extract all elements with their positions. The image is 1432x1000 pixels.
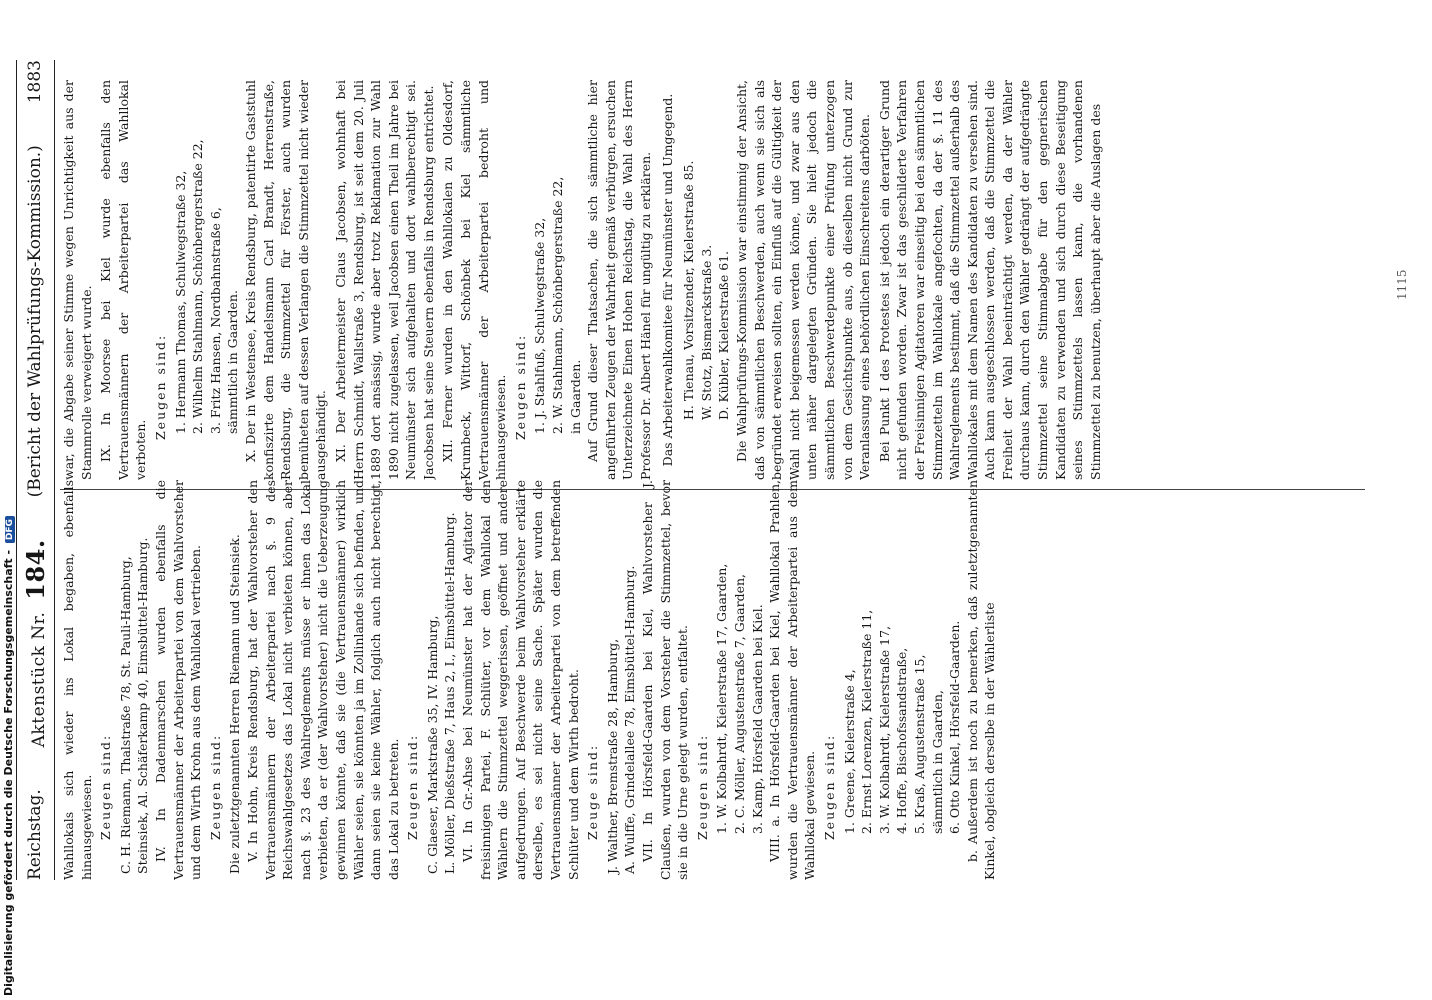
footer-mark: 1115 — [1395, 269, 1409, 300]
paragraph: Bei Punkt I des Protestes ist jedoch ein derartiger Grund nicht gefunden worden. Zwar ist das geschilderte Verfahren der Freisinnigen Agitatoren war einseitig bei den sämmtlichen Stimmzetteln im Wahllokale angefochten, da der §. 11 des Wahlreglements bestimmt, daß die Stimmzettel außerhalb des Wahllokales mit dem Namen des Kandidaten zu versehen sind. Auch kann ausgeschlossen werden, daß die Stimmzettel die Freiheit der Wahl beeinträchtigt werden, da der Wähler durchaus kann, durch den Wähler gedrängt der aufgedrängte Stimmzettel seine Stimmabgabe für den gegnerischen Kandidaten zu verwenden und sich durch diese Beseitigung seines Stimmzettels lassen kann, die vorhandenen Stimmzettel zu benutzen, überhaupt aber die Auslagen des — [876, 80, 1103, 480]
witness-entry: 2. W. Stahlmann, Schönbergerstraße 22, — [550, 176, 566, 434]
paragraph: XI. Der Arbeitermeister Claus Jacobsen, wohnhaft bei Herrn Schmidt, Wallstraße 3, Rendsburg, ist seit dem 20. Juli 1889 dort ansässig, wurde aber trotz Reklamation zur Wahl 1890 nicht zugelassen, weil Jacobsen einen Theil im Jahre bei Neumünster sich aufgehalten und dort wahlberechtigt sei. Jacobsen hat seine Steuern ebenfalls in Rendsburg entrichtet. — [332, 80, 436, 480]
witness-entry: 3. Fritz Hansen, Nordbahnstraße 6, — [207, 207, 223, 434]
witness-entry: C. H. Riemann, Thalstraße 78, St. Pauli-Hamburg, — [117, 556, 133, 874]
witness-entry: L. Möller, Dießstraße 7, Haus 2, I., Eimsbüttel-Hamburg. — [442, 512, 458, 874]
header-middle — [21, 539, 50, 747]
witness-entry: Steinsiek, Al. Schäferkamp 40, Eimsbüttel-Hamburg. — [135, 537, 151, 874]
paragraph: Auf Grund dieser Thatsachen, die sich sämmtliche hier angeführten Zeugen der Wahrheit gemäß verbürgen, ersuchen Unterzeichnete Einen Hohen Reichstag, die Wahl des Herrn Professor Dr. Albert Hänel für ungültig zu erklären. — [585, 80, 653, 480]
header-title: (Bericht der Wahlprüfungs-Kommission.) — [25, 145, 45, 498]
witness-entry: 1. W. Kolbahrdt, Kielerstraße 17, Gaarden, — [714, 563, 730, 834]
witness-entry: sämmtlich in Gaarden. — [225, 290, 241, 434]
witness-label: Zeuge sind: — [585, 743, 601, 840]
paragraph: XII. Ferner wurden in den Wahllokalen zu Oldesdorf, Krumbeck, Wittorf, Schönbek bei Kiel sämmtliche Vertrauensmänner der Arbeiterpartei bedroht und hinausgewiesen. — [440, 80, 509, 480]
paragraph: VI. In Gr.-Ahse bei Neumünster hat der Agitator der freisinnigen Partei, F. Schlüter, vor dem Wahllokal den Wählern die Stimmzettel weggerissen, geöffnet und andere aufgedrungen. Auf Beschwerde beim Wahlvorsteher erklärte derselbe, es sei nicht seine Sache. Später wurden die Vertrauensmänner der Arbeiterpartei von dem betreffenden Schlüter und dem Wirth bedroht. — [460, 480, 581, 880]
right-column — [60, 80, 1365, 480]
witness-label: Zeugen sind: — [98, 733, 114, 840]
witness-entry: J. Walther, Bremstraße 28, Hamburg, — [604, 638, 620, 874]
paragraph: war, die Abgabe seiner Stimme wegen Unrichtigkeit aus der Stammrolle verweigert wurde. — [61, 80, 94, 480]
running-header — [18, 60, 52, 880]
witness-entry: C. Glaeser, Markstraße 35, IV. Hamburg, — [424, 615, 440, 874]
paragraph: Wahllokals sich wieder ins Lokal begaben, ebenfalls hinausgewiesen. — [61, 480, 94, 880]
header-rule — [54, 60, 55, 880]
dfg-logo: DFG — [5, 516, 15, 543]
witness-entry: 5. Kraß, Augustenstraße 15, — [911, 654, 927, 834]
witness-entry: 4. Hoffe, Bischofssandstraße, — [894, 647, 910, 834]
witness-entry: 1. Hermann Thomas, Schulwegstraße 32, — [172, 170, 188, 434]
document-number: 184. — [20, 539, 50, 600]
header-left: Reichstag. — [25, 789, 45, 880]
signature-line: D. Kübler, Kielerstraße 61. — [716, 250, 732, 420]
paragraph: Die Wahlprüfungs-Kommission war einstimmig der Ansicht, daß von sämmtlichen Beschwerden, auch wenn sie sich als begründet erweisen sollten, ein Einfluß auf die Gültigkeit der Wahl nicht beigemessen werden könne, und zwar aus den unten näher dargelegten Gründen. Sie hielt jedoch die sämmtlichen Beschwerdepunkte einer Prüfung unterzogen von dem Gesichtspunkte aus, ob dieselben nicht Grund zur Veranlassung eines behördlichen Einschreitens darböten. — [733, 80, 873, 480]
witness-label: Zeugen sind: — [694, 733, 710, 840]
witness-entry: Die zuletztgenannten Herren Riemann und Steinsiek. — [227, 534, 243, 874]
signature-line: H. Tienau, Vorsitzender, Kielerstraße 85. — [681, 160, 697, 420]
witness-entry: 1. J. Stahlfuß, Schulwegstraße 32, — [532, 217, 548, 434]
paragraph: VII. In Hörsfeld-Gaarden bei Kiel, Wahlvorsteher J. Claußen, wurden von dem Vorsteher die Stimmzettel, bevor sie in die Urne gelegt wurden, entfaltet. — [640, 480, 691, 880]
paragraph: X. Der in Westensee, Kreis Rendsburg, patentirte Gaststuhl konfiszirte dem Handelsmann Carl Brandt, Herrenstraße, Rendsburg, die Stimmzettel für Förster, auch wurden bemüheten auf dessen Verlangen die Stimmzettel nicht wieder ausgehändigt. — [242, 80, 329, 480]
header-middle-prefix: Aktenstück Nr. — [28, 611, 49, 748]
left-column — [60, 480, 1365, 880]
witness-label: Zeugen sind: — [405, 733, 421, 840]
witness-entry: 6. Otto Kinkel, Hörsfeld-Gaarden. — [947, 620, 963, 834]
witness-label: Zeugen sind: — [207, 733, 223, 840]
witness-entry: sämmtlich in Gaarden, — [929, 690, 945, 834]
witness-entry: 1. Greene, Kielerstraße 4, — [841, 669, 857, 834]
paragraph: V. In Hohn, Kreis Rendsburg, hat der Wahlvorsteher den Vertrauensmännern der Arbeiterpartei nach §. 9 des Reichswahlgesetzes das Lokal nicht verbieten können, aber nach §. 23 des Wahlreglements müsse er ihnen das Lokal verbieten, da er (der Wahlvorsteher) nicht die Ueberzeugung gewinnen könnte, daß sie (die Vertrauensmänner) wirklich Wähler seien, sie könnten ja im Zollinlande sich befinden, und dann seien sie keine Wähler, folglich auch nicht berechtigt, das Lokal zu betreten. — [244, 480, 401, 880]
paragraph: IX. In Moorsee bei Kiel wurde ebenfalls den Vertrauensmännern der Arbeiterpartei das Wahllokal verboten. — [98, 80, 149, 480]
witness-label: Zeugen sind: — [152, 333, 168, 440]
witness-entry: in Gaarden. — [567, 359, 583, 434]
witness-entry: 2. Ernst Lorenzen, Kielerstraße 11, — [859, 609, 875, 834]
witness-label: Zeugen sind: — [512, 333, 528, 440]
digitization-note — [2, 516, 15, 996]
signature-line: W. Stotz, Bismarckstraße 3. — [698, 244, 714, 420]
page-number: 1883 — [25, 60, 45, 104]
witness-entry: 2. Wilhelm Stahlmann, Schönbergerstraße 22, — [190, 139, 206, 434]
digitization-text: Digitalisierung gefördert durch die Deutsche Forschungsgemeinschaft - — [2, 549, 15, 996]
committee-line: Das Arbeiterwahlkomitee für Neumünster und Umgegend. — [659, 93, 675, 467]
top-rule — [16, 60, 17, 880]
paragraph: IV. In Dadenmarschen wurden ebenfalls die Vertrauensmänner der Arbeiterpartei von dem Wahlvorsteher und dem Wirth Krohn aus dem Wahllokal vertrieben. — [152, 480, 204, 880]
witness-entry: 3. W. Kolbahrdt, Kielerstraße 17, — [876, 625, 892, 834]
witness-label: Zeugen sind: — [821, 733, 837, 840]
paragraph: b. Außerdem ist noch zu bemerken, daß zuletztgenannten Kinkel, obgleich derselbe in der Wählerliste — [964, 480, 998, 880]
witness-entry: A. Wulffe, Grindelallee 78, Eimsbüttel-Hamburg. — [622, 565, 638, 874]
paragraph: VIII. a. In Hörsfeld-Gaarden bei Kiel, Wahllokal Prahlen, wurden die Vertrauensmänner der Arbeiterpartei aus dem Wahllokal gewiesen. — [767, 480, 818, 880]
witness-entry: 3. Kamp, Hörsfeld Gaarden bei Kiel. — [749, 604, 765, 834]
witness-entry: 2. C. Möller, Augustenstraße 7, Gaarden, — [731, 573, 747, 834]
